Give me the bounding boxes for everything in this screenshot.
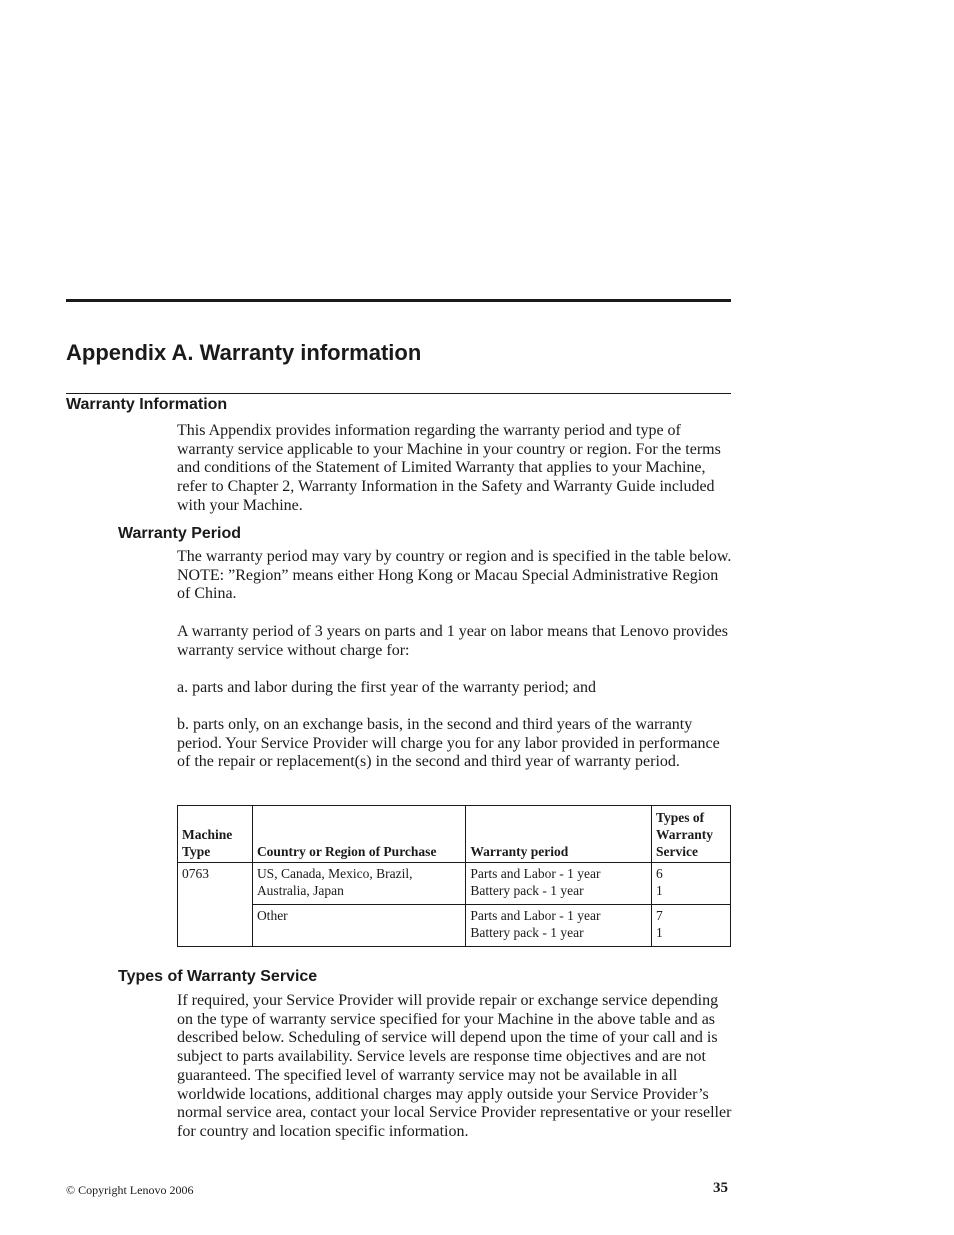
header-warranty-period: Warranty period: [466, 806, 652, 863]
machine-type-cell: 0763: [178, 863, 253, 947]
service-types-heading: Types of Warranty Service: [118, 968, 318, 985]
warranty-item-a: a. parts and labor during the first year of the warranty period; and: [177, 679, 596, 696]
warranty-table: [177, 805, 731, 947]
header-country: Country or Region of Purchase: [252, 806, 465, 863]
copyright-notice: © Copyright Lenovo 2006: [66, 1183, 194, 1197]
country-cell: Other: [252, 905, 465, 947]
intro-paragraph: This Appendix provides information regarding the warranty period and type of warranty service applicable to your Machine in your country or region. For the terms and conditions of the Statement of Limited Warranty that applies to your Machine, refer to Chapter 2, Warranty Information in the Safety and Warranty Guide included with your Machine.: [177, 422, 721, 514]
chapter-rule: [66, 299, 731, 302]
table-row: [178, 905, 731, 947]
service-types-paragraph: If required, your Service Provider will provide repair or exchange service depending on the type of warranty service specified for your Machine in the above table and as described below. Scheduling of service will depend upon the time of your call and is subject to parts availability. Service levels are response time objectives and are not guaranteed. The specified level of warranty service may not be available in all worldwide locations, additional charges may apply outside your Service Provider’s normal service area, contact your local Service Provider representative or your reseller for country and location specific information.: [177, 992, 732, 1140]
warranty-period-cell: Parts and Labor - 1 year Battery pack - 1 year: [466, 863, 652, 905]
header-machine-type: Machine Type: [178, 806, 253, 863]
warranty-item-b: b. parts only, on an exchange basis, in the second and third years of the warranty period. Your Service Provider will charge you for any labor provided in performance of the repair or replacement(s) in the second and third year of warranty period.: [177, 716, 720, 771]
service-type-cell: 7 1: [652, 905, 731, 947]
section-title: Warranty Information: [66, 396, 228, 413]
table-header-row: [178, 806, 731, 863]
header-service-types: Types of Warranty Service: [652, 806, 731, 863]
warranty-period-cell: Parts and Labor - 1 year Battery pack - 1 year: [466, 905, 652, 947]
warranty-period-paragraph: The warranty period may vary by country or region and is specified in the table below. NOTE: ”Region” means either Hong Kong or Macau Special Administrative Region of China.: [177, 548, 732, 603]
page-number: 35: [713, 1180, 728, 1196]
table-row: [178, 863, 731, 905]
warranty-terms-paragraph: A warranty period of 3 years on parts and 1 year on labor means that Lenovo provides warranty service without charge for:: [177, 623, 728, 659]
service-type-cell: 6 1: [652, 863, 731, 905]
section-rule: [66, 393, 731, 394]
country-cell: US, Canada, Mexico, Brazil, Australia, Japan: [252, 863, 465, 905]
chapter-title: Appendix A. Warranty information: [66, 340, 422, 365]
warranty-period-heading: Warranty Period: [118, 525, 241, 542]
